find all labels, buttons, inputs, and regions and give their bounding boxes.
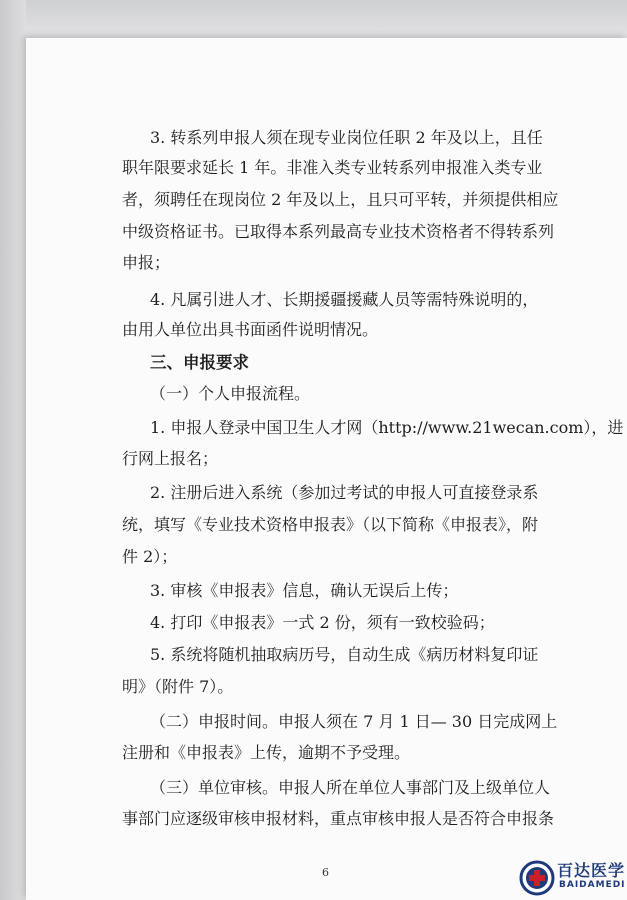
scan-backdrop-left [0, 0, 26, 900]
subsection-heading-2: （二）申报时间。申报人须在 7 月 1 日— 30 日完成网上 [150, 712, 558, 731]
logo-name: 百达医学 [557, 861, 626, 880]
text-line-14: 件 2）； [122, 547, 178, 566]
text-line-5: 申报； [122, 253, 171, 272]
text-line-22: 事部门应逐级审核申报材料，重点审核申报人是否符合申报条 [122, 809, 555, 828]
text-line-11: 行网上报名； [122, 449, 219, 468]
text-line-15: 3. 审核《申报表》信息，确认无误后上传； [150, 581, 459, 600]
text-line-17: 5. 系统将随机抽取病历号，自动生成《病历材料复印证 [150, 645, 539, 664]
text-line-3: 者，须聘任在现岗位 2 年及以上，且只可平转，并须提供相应 [122, 190, 559, 209]
page-number: 6 [322, 866, 329, 879]
text-line-6: 4. 凡属引进人才、长期援疆援藏人员等需特殊说明的， [150, 290, 539, 309]
subsection-heading-1: （一）个人申报流程。 [150, 384, 311, 403]
subsection-heading-3: （三）单位审核。申报人所在单位人事部门及上级单位人 [150, 778, 551, 797]
text-line-10: 1. 申报人登录中国卫生人才网（http://www.21wecan.com），进 [150, 418, 624, 437]
text-line-4: 中级资格证书。已取得本系列最高专业技术资格者不得转系列 [122, 222, 555, 241]
text-line-18: 明》（附件 7）。 [122, 677, 234, 696]
text-line-12: 2. 注册后进入系统（参加过考试的申报人可直接登录系 [150, 483, 539, 502]
text-line-1: 3. 转系列申报人须在现专业岗位任职 2 年及以上，且任 [150, 128, 543, 147]
watermark-logo [519, 856, 627, 900]
text-line-2: 职年限要求延长 1 年。非准入类专业转系列申报准入类专业 [122, 158, 543, 177]
section-heading: 三、申报要求 [150, 353, 249, 372]
text-line-7: 由用人单位出具书面函件说明情况。 [122, 320, 379, 339]
text-line-13: 统，填写《专业技术资格申报表》（以下简称《申报表》，附 [122, 515, 539, 534]
scan-backdrop-top [0, 0, 627, 40]
text-line-16: 4. 打印《申报表》一式 2 份，须有一致校验码； [150, 613, 495, 632]
text-line-20: 注册和《申报表》上传，逾期不予受理。 [122, 743, 411, 762]
medical-cross-icon [519, 860, 555, 896]
logo-subtitle: BAIDAMEDI [559, 880, 626, 890]
